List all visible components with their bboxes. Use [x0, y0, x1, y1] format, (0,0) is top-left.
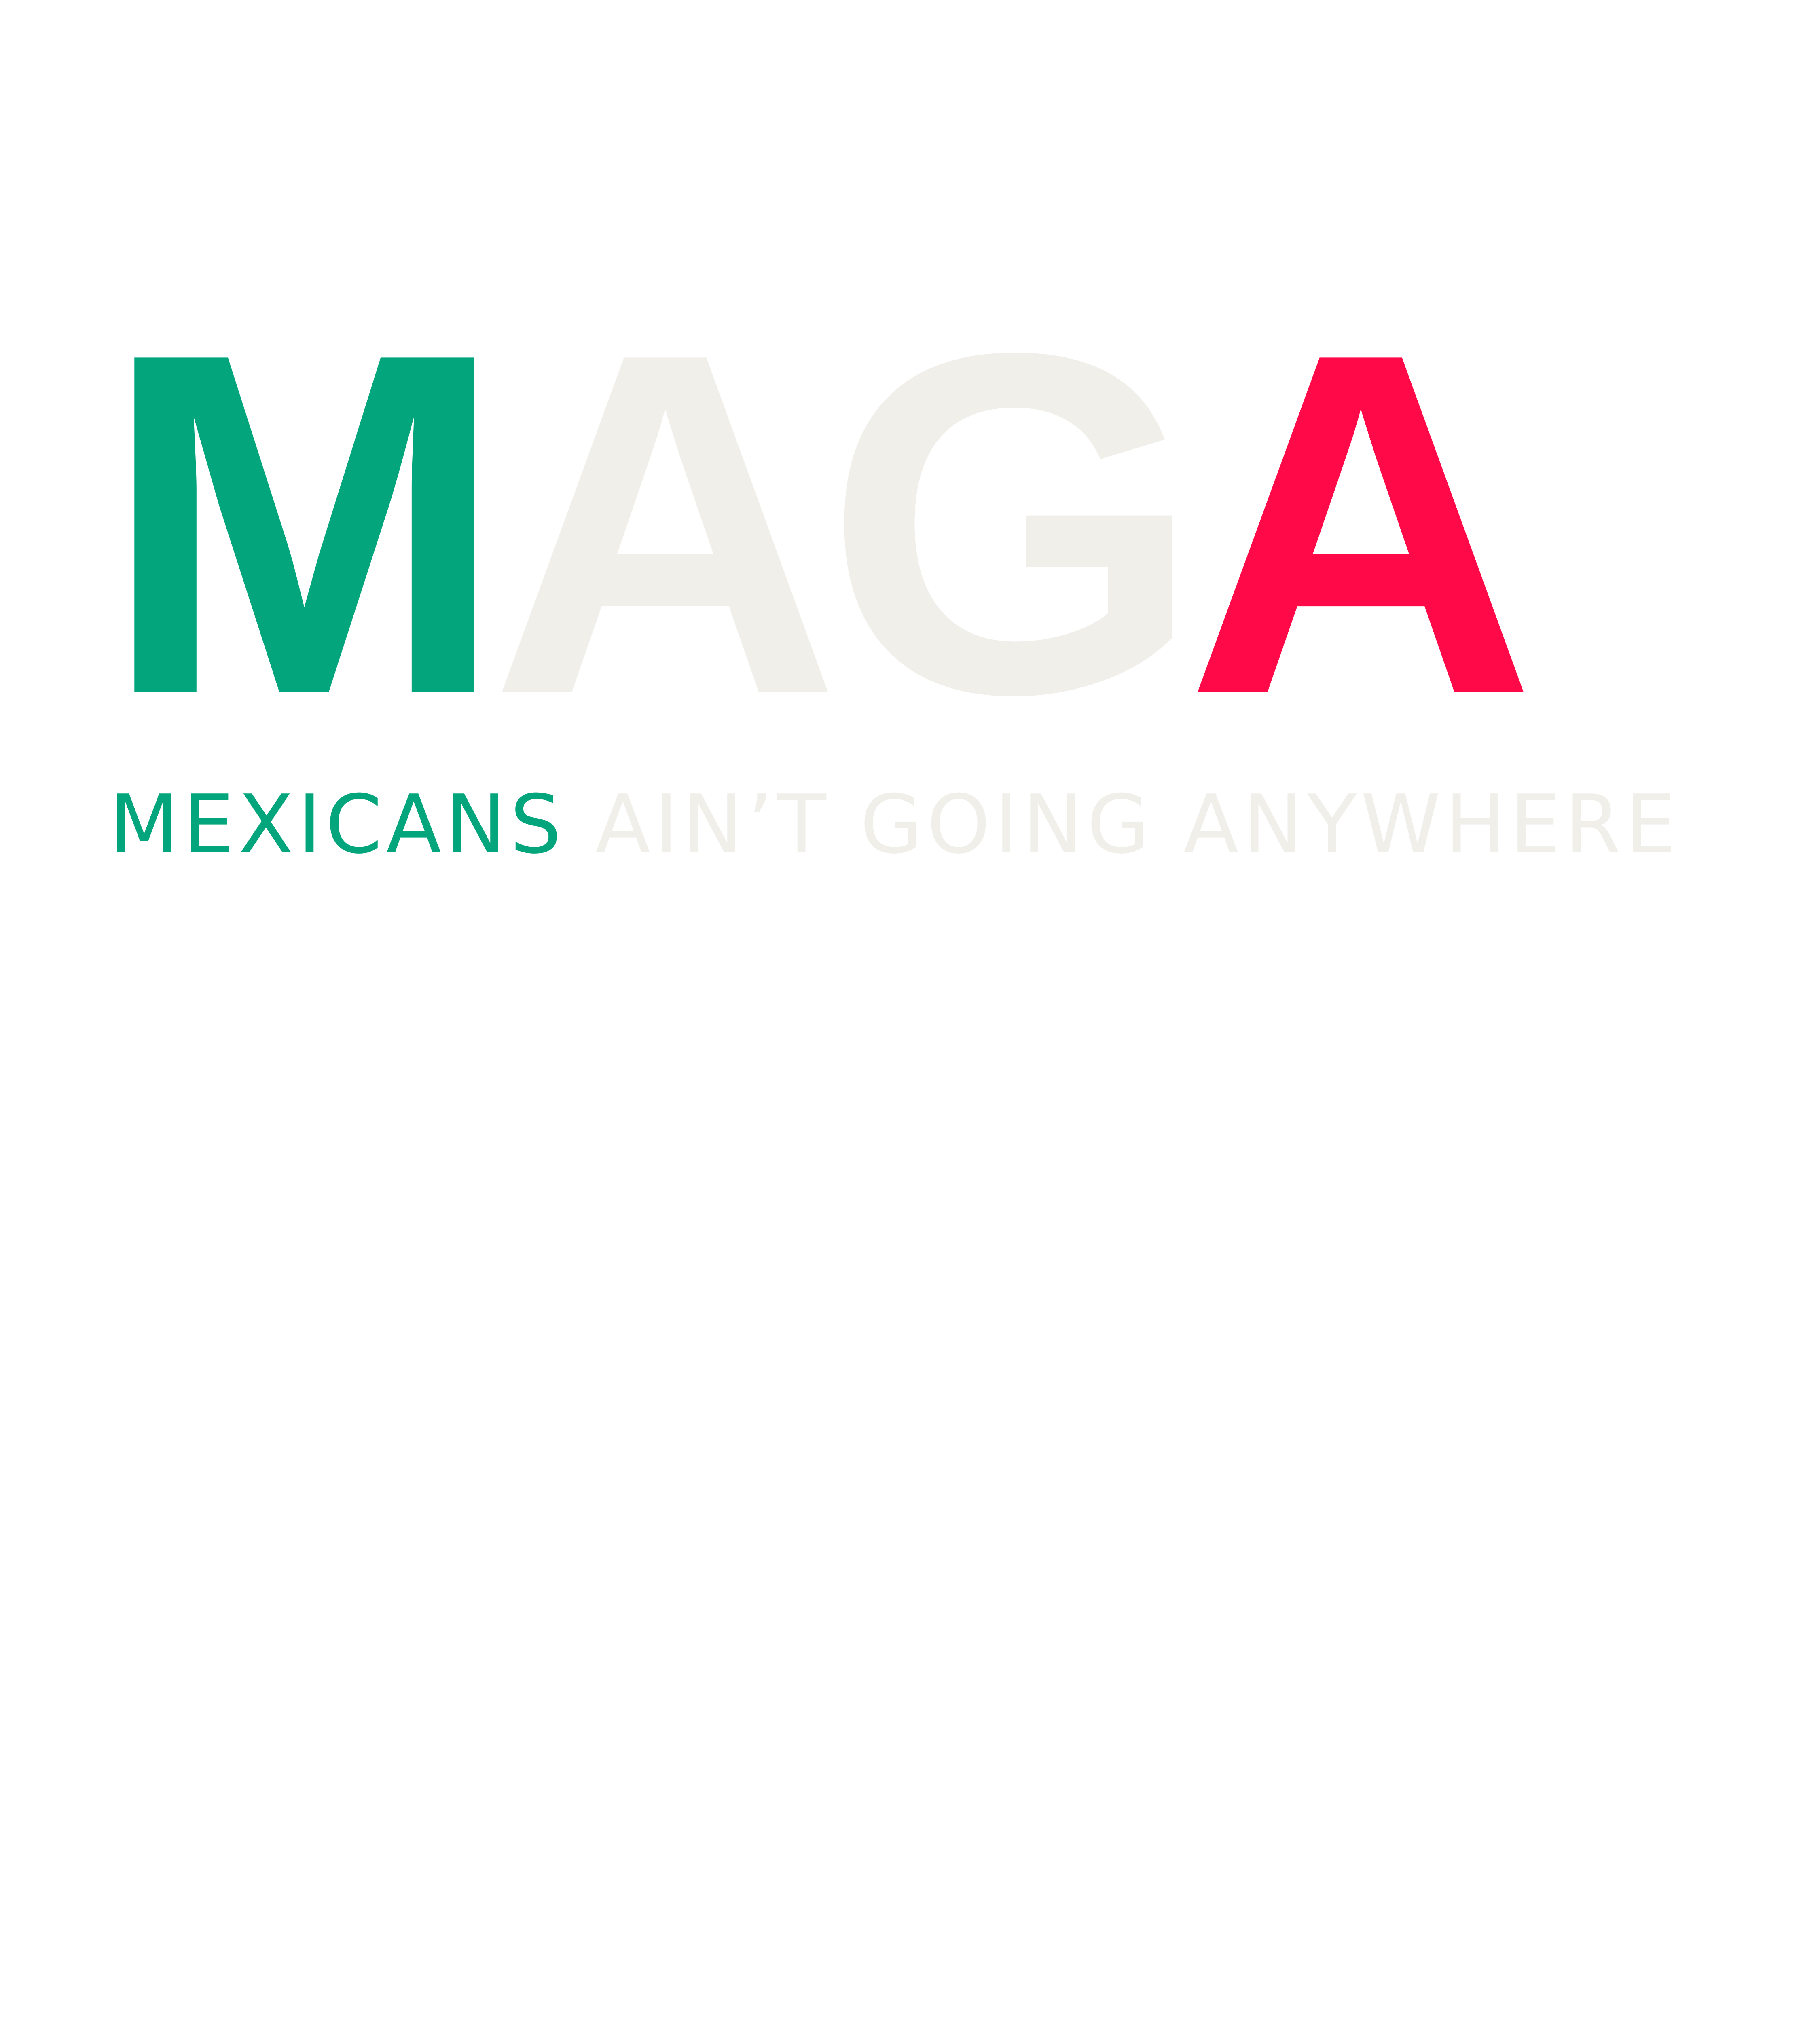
- tagline: [109, 778, 1727, 871]
- tagline-rest: AIN’T GOING ANYWHERE: [595, 778, 1680, 872]
- headline-letter-g: G: [824, 253, 1186, 795]
- tagline-mexicans: MEXICANS: [109, 778, 565, 872]
- headline-maga: [102, 253, 1740, 795]
- headline-letter-m: M: [102, 253, 490, 795]
- headline-letter-a1: A: [490, 253, 825, 795]
- headline-letter-a2: A: [1185, 253, 1520, 795]
